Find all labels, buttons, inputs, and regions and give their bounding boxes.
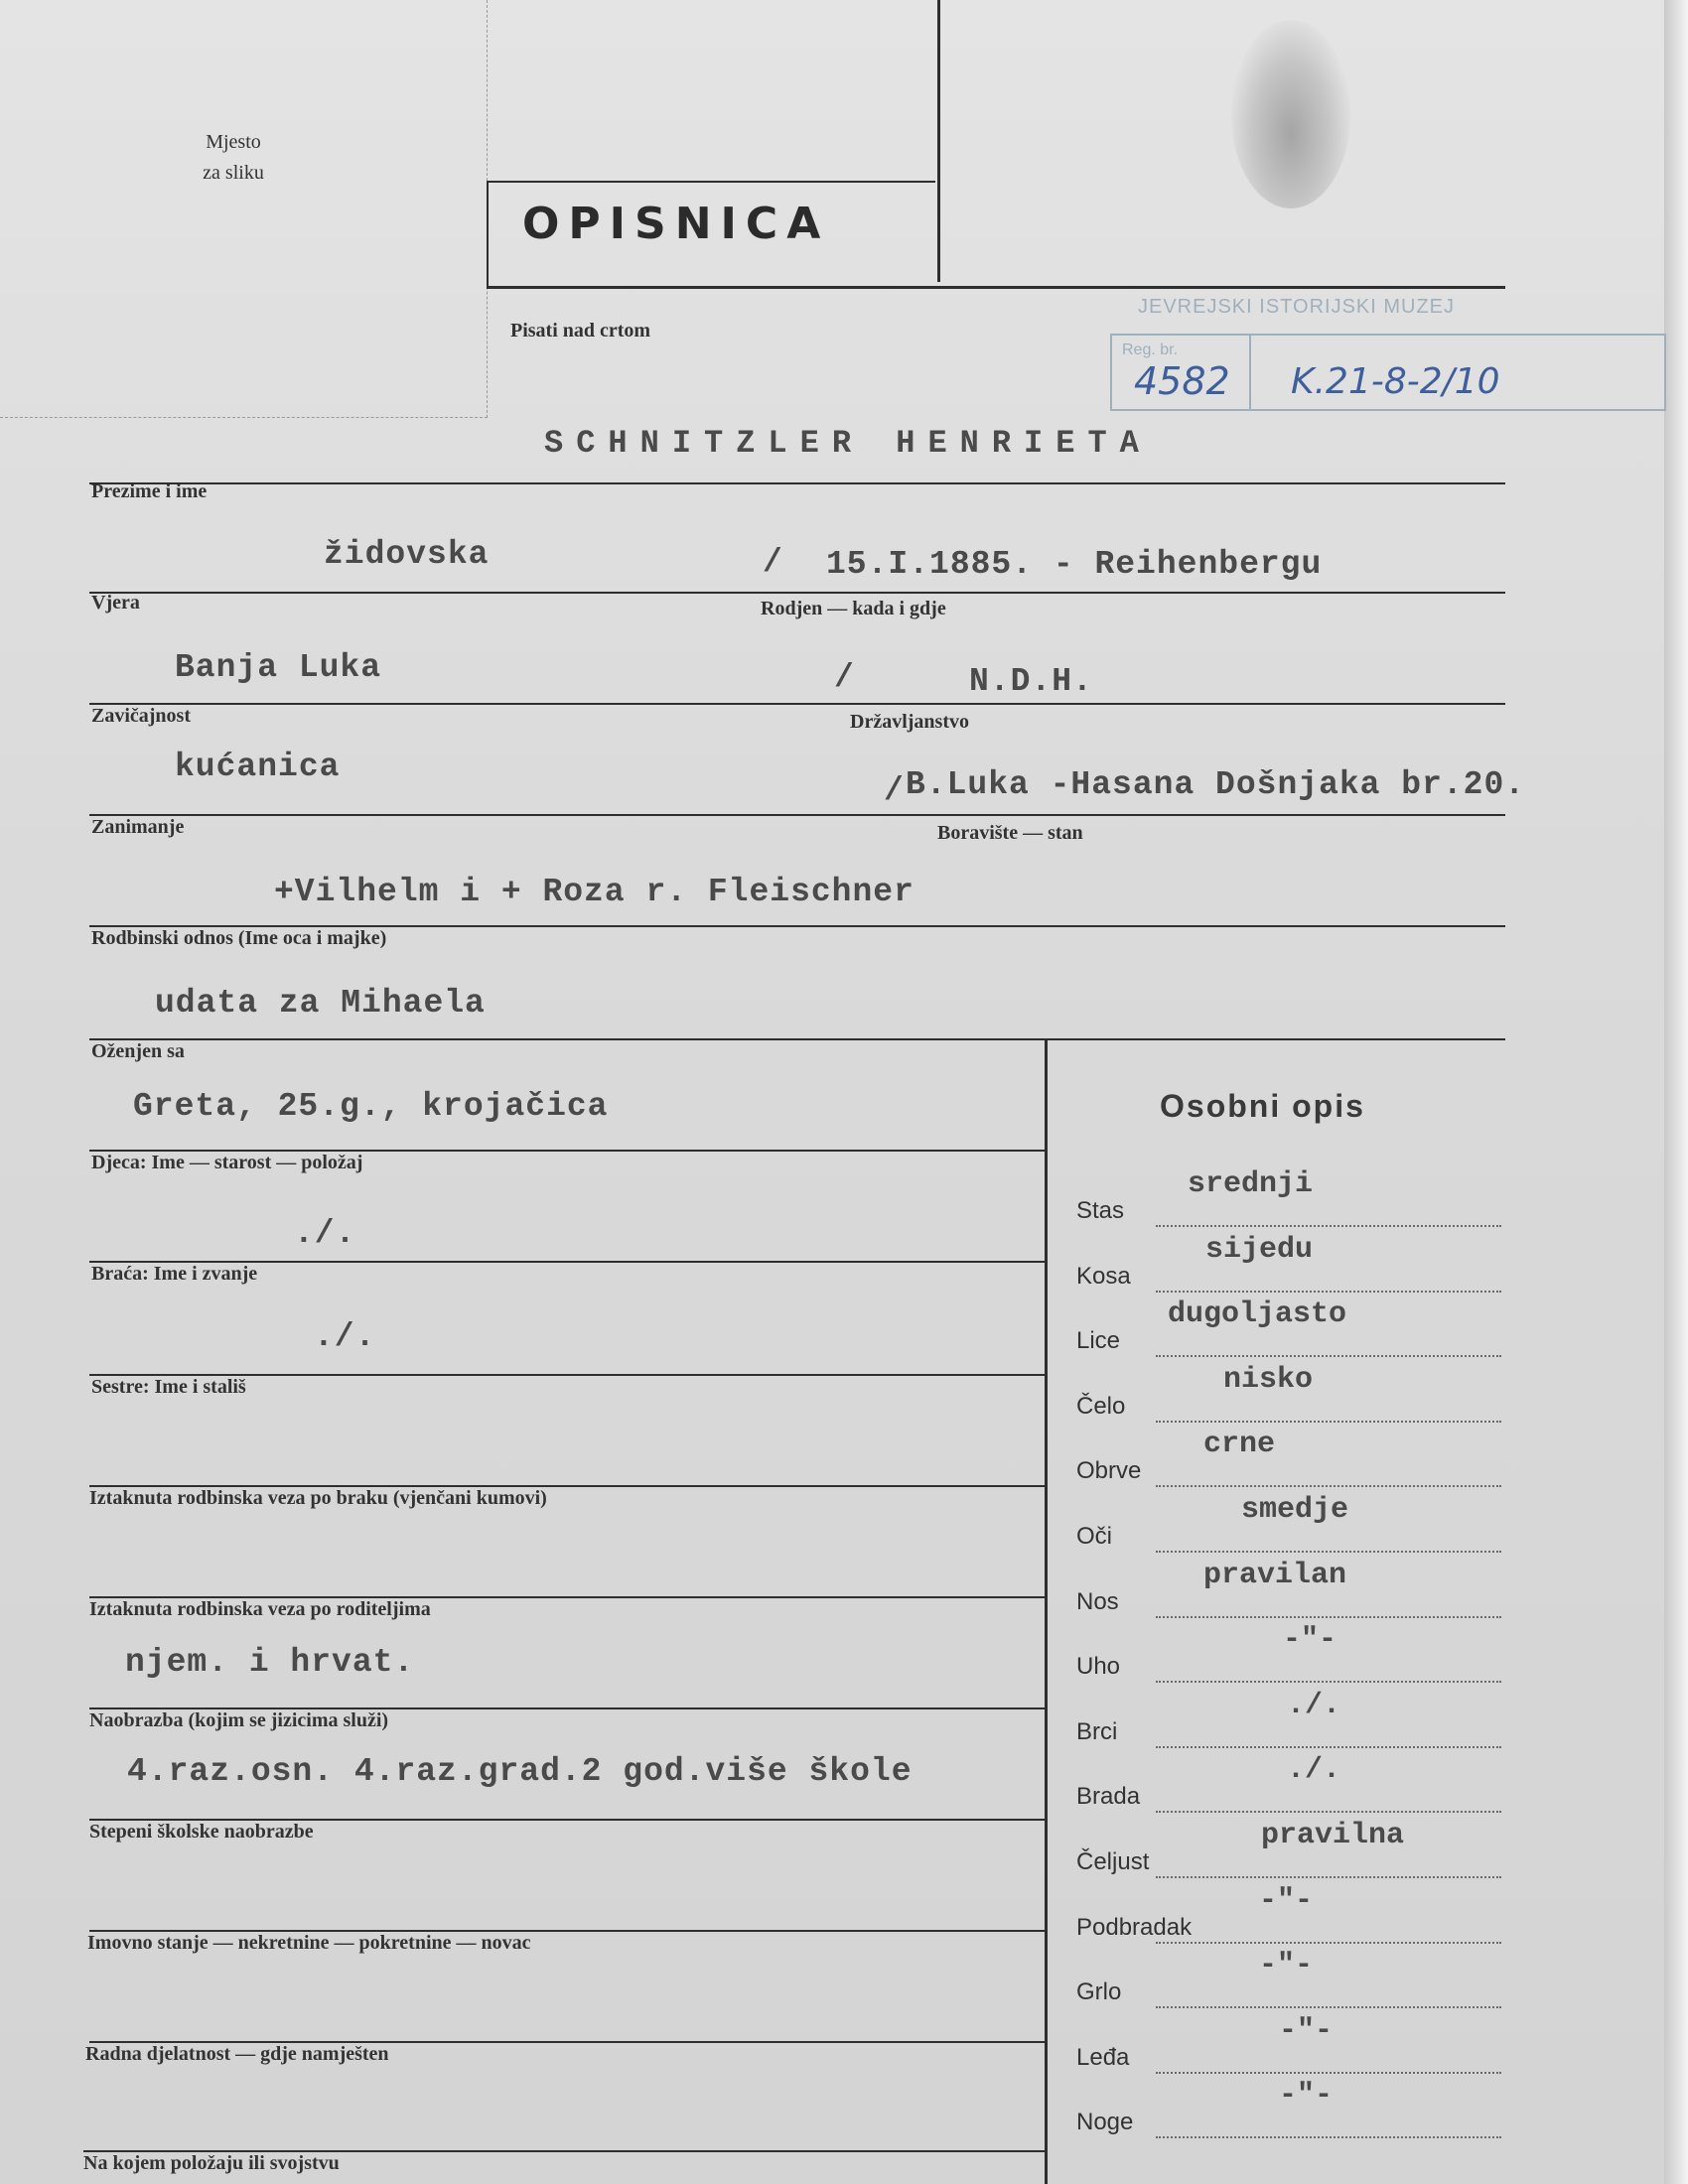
sestre-label: Sestre: Ime i stališ (91, 1376, 246, 1398)
osobni-opis-label: Obrve (1076, 1457, 1142, 1484)
rule-zavicajnost (89, 703, 1505, 705)
form-title: OPISNICA (522, 199, 830, 249)
title-top-rule (487, 181, 935, 183)
osobni-opis-label: Stas (1076, 1197, 1125, 1224)
osobni-opis-dotted-line (1156, 2072, 1501, 2074)
osobni-opis-value: crne (1203, 1428, 1276, 1461)
rule-zanimanje (89, 814, 1505, 816)
osobni-opis-dotted-line (1156, 1421, 1501, 1423)
zanimanje-value: kućanica (175, 749, 341, 785)
archive-stamp-reg-label: Reg. br. (1122, 341, 1179, 358)
rule-ozenjen (89, 1038, 1505, 1040)
vjera-value: židovska (324, 536, 490, 573)
archive-signature: K.21-8-2/10 (1291, 361, 1500, 402)
braca-label: Braća: Ime i zvanje (91, 1263, 258, 1285)
prezime-label: Prezime i ime (91, 480, 208, 502)
boraviste-label: Boravište — stan (937, 822, 1083, 844)
round-seal-stamp (1231, 20, 1350, 208)
radna-label: Radna djelatnost — gdje namješten (85, 2043, 389, 2065)
imovno-label: Imovno stanje — nekretnine — pokretnine — novac (87, 1932, 531, 1954)
rule-vjera (89, 592, 1505, 594)
osobni-opis-dotted-line (1156, 1225, 1501, 1227)
slash-2: / (834, 659, 855, 696)
osobni-opis-dotted-line (1156, 1746, 1501, 1748)
vjera-label: Vjera (91, 592, 140, 614)
title-left-rule (487, 181, 489, 288)
osobni-opis-value: srednji (1188, 1167, 1314, 1201)
osobni-opis-value: ./. (1287, 1753, 1341, 1787)
osobni-opis-label: Noge (1076, 2109, 1134, 2135)
ozenjen-value: udata za Mihaela (155, 985, 486, 1022)
osobni-opis-value: pravilan (1203, 1559, 1347, 1592)
veza-roditelji-label: Iztaknuta rodbinska veza po roditeljima (89, 1598, 431, 1620)
zavicajnost-label: Zavičajnost (91, 705, 191, 727)
sestre-value: ./. (314, 1318, 376, 1355)
veza-brak-label: Iztaknuta rodbinska veza po braku (vjenčani kumovi) (89, 1487, 547, 1509)
osobni-opis-label: Podbradak (1076, 1914, 1193, 1941)
osobni-opis-dotted-line (1156, 1876, 1501, 1878)
osobni-opis-title: Osobni opis (1160, 1088, 1365, 1124)
person-name: SCHNITZLER HENRIETA (544, 425, 1152, 462)
stepeni-label: Stepeni školske naobrazbe (89, 1821, 314, 1843)
osobni-opis-value: smedje (1241, 1493, 1349, 1527)
archive-stamp-header: JEVREJSKI ISTORIJSKI MUZEJ (1138, 296, 1456, 318)
header-bottom-rule (487, 286, 1505, 289)
osobni-opis-value: sijedu (1205, 1233, 1314, 1267)
osobni-opis-label: Lice (1076, 1327, 1121, 1354)
osobni-opis-value: dugoljasto (1168, 1297, 1347, 1331)
write-above-line-note: Pisati nad crtom (510, 320, 651, 341)
photo-placeholder (0, 0, 488, 418)
archive-stamp-divider (1249, 336, 1251, 409)
drzavljanstvo-value: N.D.H. (969, 663, 1093, 700)
osobni-opis-value: -"- (1259, 1949, 1314, 1982)
osobni-opis-dotted-line (1156, 2006, 1501, 2008)
rule-name (89, 482, 1505, 484)
osobni-opis-label: Brci (1076, 1718, 1118, 1745)
osobni-opis-label: Grlo (1076, 1979, 1122, 2005)
page-edge (1664, 0, 1688, 2184)
photo-placeholder-label (149, 127, 318, 189)
naobrazba-label: Naobrazba (kojim se jizicima služi) (89, 1709, 389, 1731)
osobni-opis-value: nisko (1223, 1363, 1314, 1397)
djeca-value: Greta, 25.g., krojačica (133, 1088, 609, 1125)
polozaj-label: Na kojem položaju ili svojstvu (83, 2152, 340, 2174)
osobni-opis-dotted-line (1156, 1681, 1501, 1683)
osobni-opis-label: Uho (1076, 1653, 1121, 1680)
osobni-opis-value: -"- (1279, 2079, 1334, 2113)
rodjen-label: Rodjen — kada i gdje (761, 598, 946, 619)
osobni-opis-label: Oči (1076, 1523, 1112, 1550)
photo-label-line1: Mjesto (206, 131, 261, 153)
osobni-opis-value: ./. (1287, 1689, 1341, 1722)
osobni-opis-label: Kosa (1076, 1263, 1131, 1290)
osobni-opis-label: Nos (1076, 1588, 1119, 1615)
osobni-opis-dotted-line (1156, 1616, 1501, 1618)
naobrazba-value: njem. i hrvat. (125, 1644, 415, 1681)
slash-3: / (884, 772, 905, 809)
zanimanje-label: Zanimanje (91, 816, 185, 838)
ozenjen-label: Oženjen sa (91, 1040, 185, 1062)
osobni-opis-label: Brada (1076, 1783, 1141, 1810)
osobni-opis-label: Čeljust (1076, 1848, 1150, 1875)
drzavljanstvo-label: Državljanstvo (850, 711, 969, 733)
photo-label-line2: za sliku (203, 162, 264, 184)
djeca-label: Djeca: Ime — starost — položaj (91, 1152, 363, 1173)
rodjen-value: 15.I.1885. - Reihenbergu (826, 546, 1323, 583)
archive-reg-number: 4582 (1134, 359, 1230, 403)
osobni-opis-value: -"- (1283, 1623, 1337, 1657)
osobni-opis-dotted-line (1156, 1355, 1501, 1357)
slash-1: / (763, 544, 783, 581)
osobni-opis-dotted-line (1156, 1551, 1501, 1553)
title-right-rule (937, 0, 940, 282)
osobni-opis-value: pravilna (1261, 1819, 1405, 1852)
rodbinski-value: +Vilhelm i + Roza r. Fleischner (274, 874, 914, 910)
boraviste-value: B.Luka -Hasana Došnjaka br.20. (906, 766, 1526, 803)
osobni-opis-divider (1045, 1038, 1048, 2184)
osobni-opis-dotted-line (1156, 1485, 1501, 1487)
osobni-opis-dotted-line (1156, 1942, 1501, 1944)
osobni-opis-value: -"- (1279, 2014, 1334, 2048)
osobni-opis-value: -"- (1259, 1884, 1314, 1918)
osobni-opis-label: Čelo (1076, 1393, 1126, 1420)
osobni-opis-dotted-line (1156, 2136, 1501, 2138)
stepeni-value: 4.raz.osn. 4.raz.grad.2 god.više škole (127, 1753, 913, 1790)
osobni-opis-label: Leđa (1076, 2044, 1130, 2071)
osobni-opis-dotted-line (1156, 1811, 1501, 1813)
osobni-opis-dotted-line (1156, 1291, 1501, 1293)
zavicajnost-value: Banja Luka (175, 649, 382, 686)
rodbinski-label: Rodbinski odnos (Ime oca i majke) (91, 927, 387, 949)
braca-value: ./. (294, 1215, 356, 1252)
